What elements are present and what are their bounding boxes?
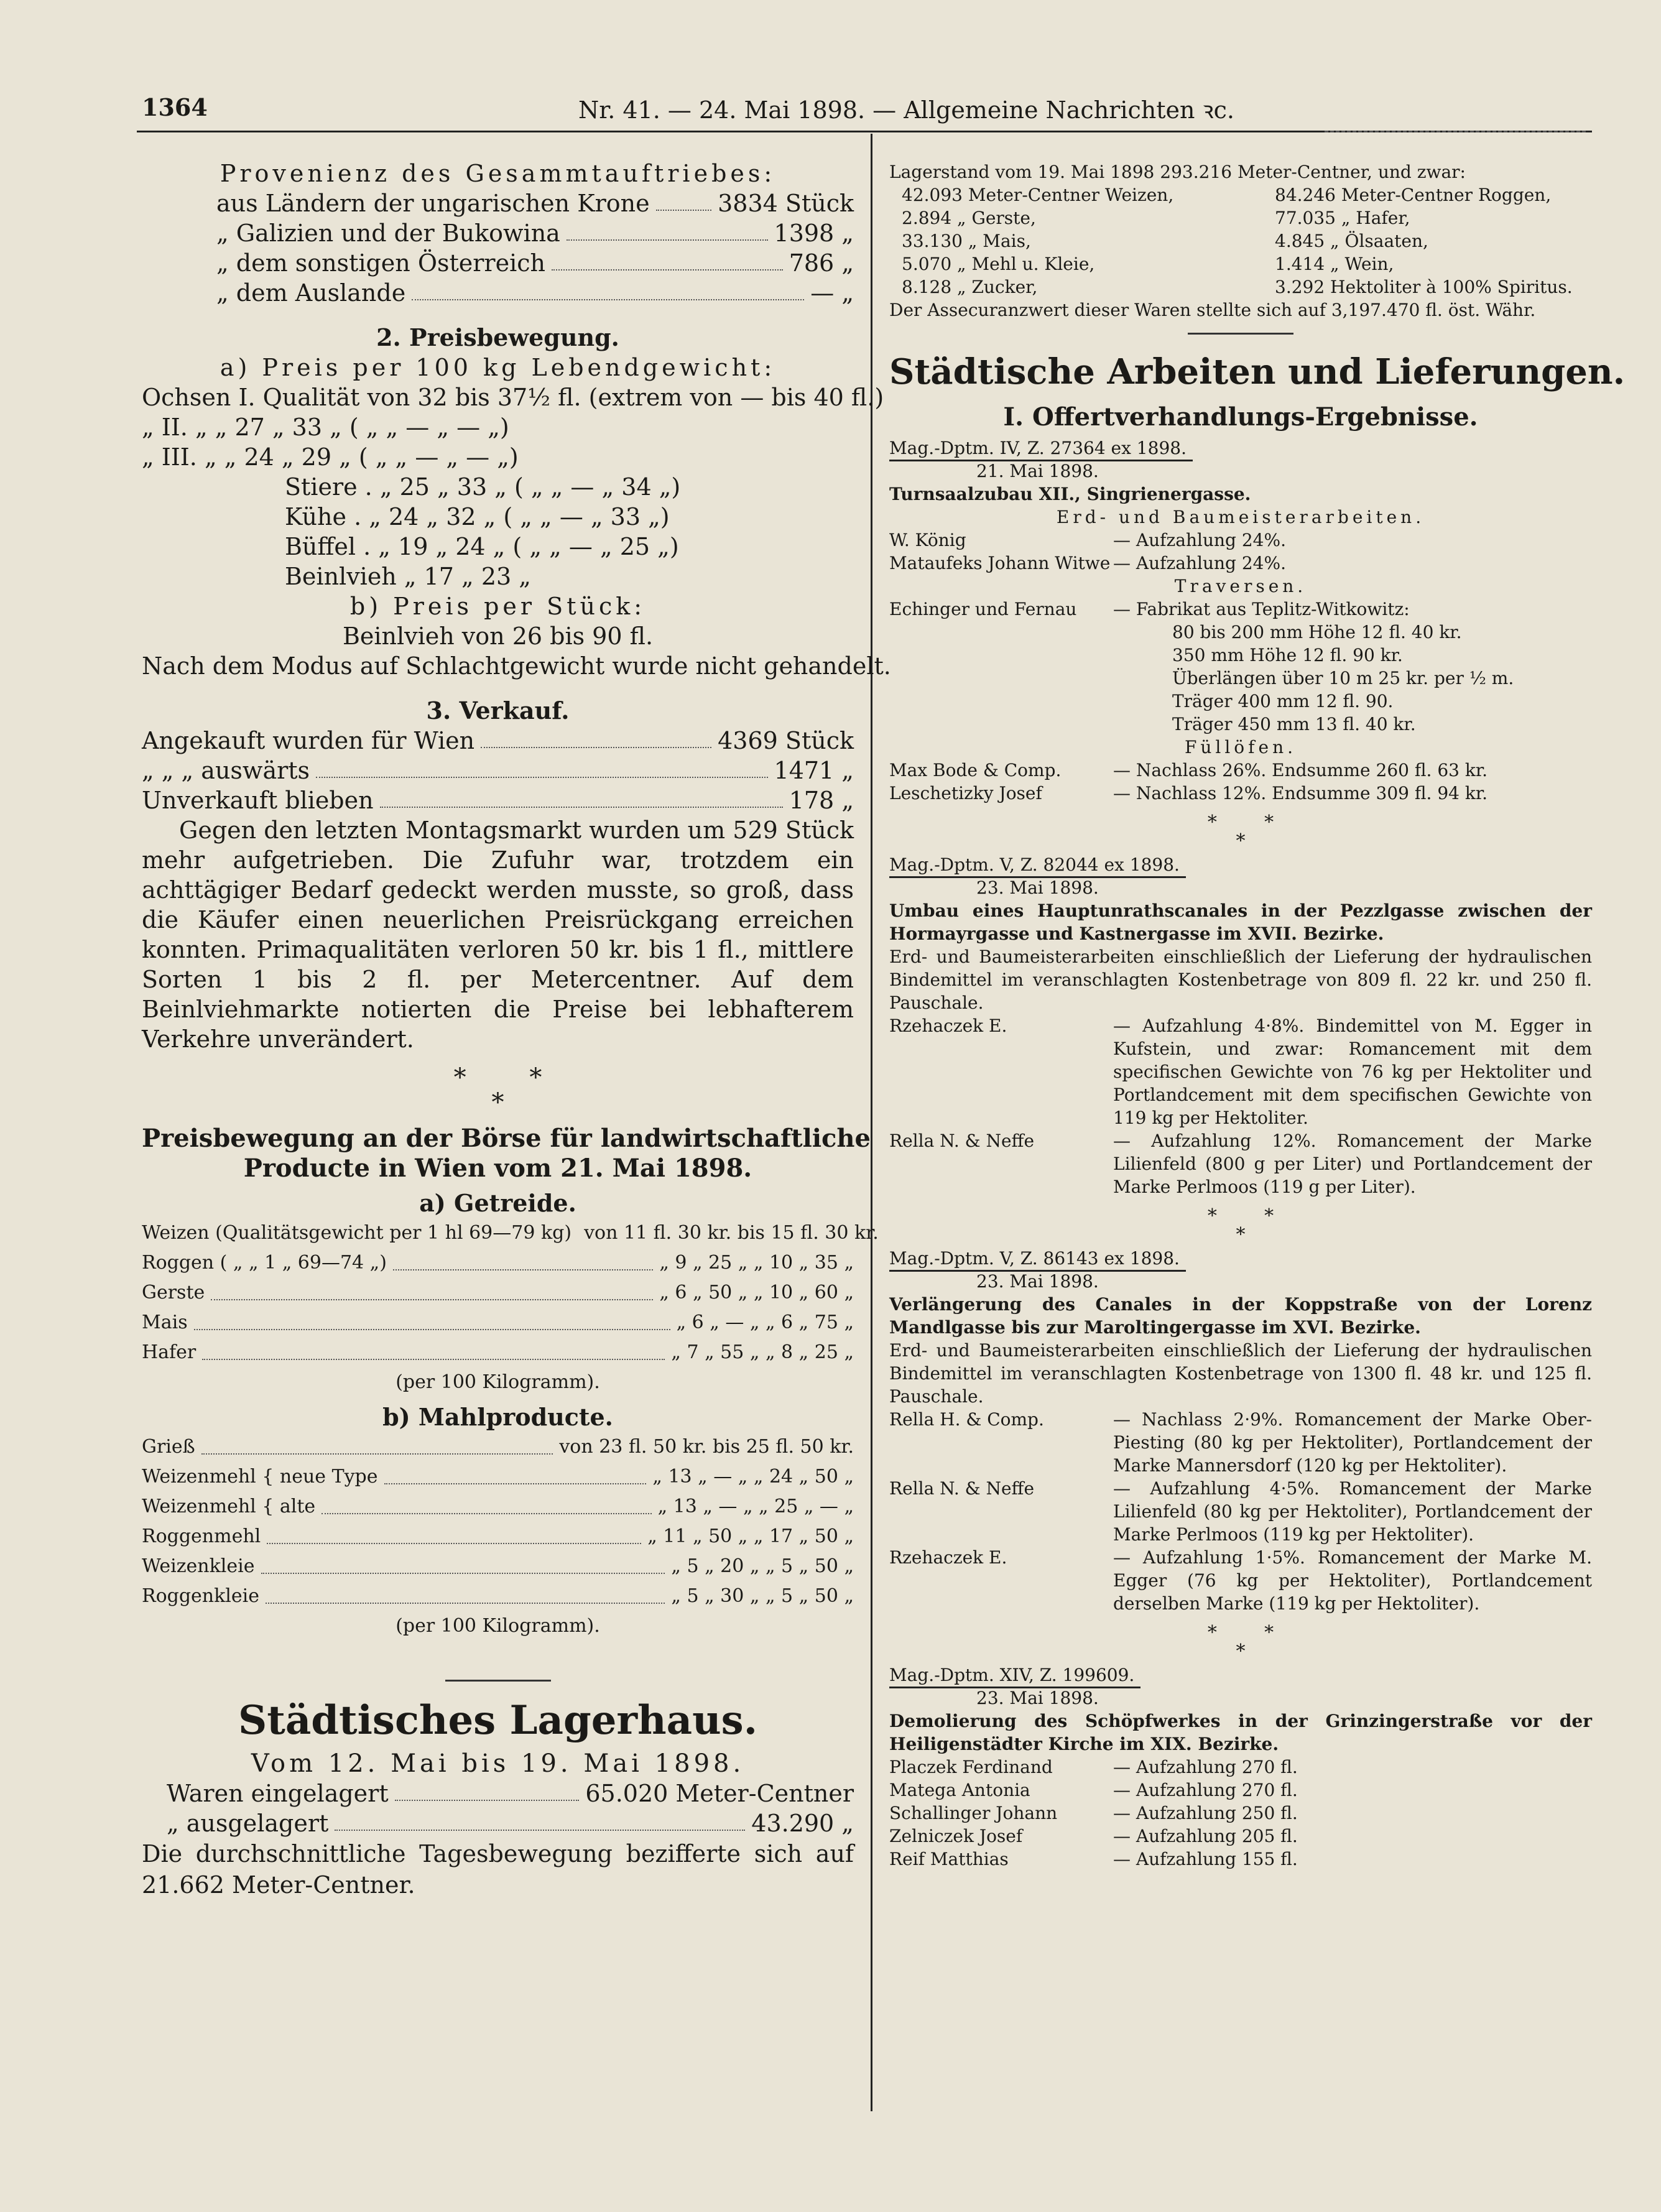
getreide-row-values: „ 7 „ 55 „ „ 8 „ 25 „ bbox=[671, 1341, 854, 1363]
reference-line bbox=[889, 853, 1592, 876]
mahl-row-leader bbox=[267, 1522, 641, 1544]
lager-period: Vom 12. Mai bis 19. Mai 1898. bbox=[251, 1749, 745, 1778]
bidder-name: W. König bbox=[889, 530, 966, 550]
lager-list bbox=[142, 1779, 854, 1838]
bidder-terms: — Aufzahlung 1·5%. Romancement der Marke M. Egger (76 kg per Hektoliter), Portlandcement derselben Marke (119 kg per Hektoliter). bbox=[1113, 1547, 1592, 1614]
lagerstand-table bbox=[889, 183, 1592, 298]
verkauf-row bbox=[142, 756, 854, 785]
mahl-table bbox=[142, 1432, 854, 1611]
column-divider bbox=[871, 134, 872, 2111]
subsection-heading: Traversen. bbox=[1174, 576, 1307, 596]
bidder-row bbox=[889, 1802, 1592, 1825]
provenienz-row-leader bbox=[567, 218, 768, 241]
lagerstand-left: 8.128 „ Zucker, bbox=[902, 277, 1038, 297]
bidder-row bbox=[889, 1546, 1592, 1615]
lagerstand-row bbox=[889, 206, 1592, 229]
getreide-row-values: „ 6 „ — „ „ 6 „ 75 „ bbox=[676, 1312, 854, 1333]
mahl-row-name: Roggenmehl bbox=[142, 1525, 261, 1547]
provenienz-list bbox=[142, 188, 854, 308]
boerse-title-1: Preisbewegung an der Börse für landwirtschaftliche bbox=[142, 1124, 871, 1153]
mahl-row-name: Weizenmehl { neue Type bbox=[142, 1466, 378, 1488]
detail-line: 350 mm Höhe 12 fl. 90 kr. bbox=[1172, 645, 1403, 665]
provenienz-row bbox=[142, 248, 854, 278]
verkauf-row-value: 1471 „ bbox=[774, 757, 854, 784]
verkauf-row-value: 178 „ bbox=[789, 787, 854, 814]
section-asterisks: * * * bbox=[1207, 812, 1274, 852]
arbeiten-title: Städtische Arbeiten und Lieferungen. bbox=[889, 351, 1626, 392]
offert-title: I. Offertverhandlungs-Ergebnisse. bbox=[1003, 402, 1478, 432]
provenienz-row-label: „ dem Auslande bbox=[216, 279, 406, 307]
mahl-row-leader bbox=[384, 1462, 647, 1484]
section-asterisks: * * * bbox=[1207, 1622, 1274, 1662]
mahl-row-values: von 23 fl. 50 kr. bis 25 fl. 50 kr. bbox=[559, 1436, 854, 1458]
lagerstand-right: 3.292 Hektoliter à 100% Spiritus. bbox=[1275, 277, 1573, 297]
verkauf-row-leader bbox=[481, 726, 711, 748]
getreide-row-name: Gerste bbox=[142, 1282, 205, 1303]
verkauf-row-label: Unverkauft blieben bbox=[142, 787, 374, 814]
bidder-name: Matega Antonia bbox=[889, 1780, 1030, 1800]
bidder-name: Max Bode & Comp. bbox=[889, 760, 1062, 780]
mahl-note: (per 100 Kilogramm). bbox=[396, 1615, 600, 1637]
mahl-row bbox=[142, 1492, 854, 1522]
right-column bbox=[889, 160, 1626, 1871]
provenienz-row-value: 3834 Stück bbox=[718, 190, 854, 217]
verkauf-text: Gegen den letzten Montagsmarkt wurden um 529 Stück mehr aufgetrieben. Die Zufuhr war, trotzdem ein achttägiger Bedarf gedeckt werden musste, so groß, dass die Käufer einen neuerlichen Preisrückgang erreichen konnten. Primaqualitäten verloren 50 kr. bis 1 fl., mittlere Sorten 1 bis 2 fl. per Metercentner. Auf dem Beinlviehmarkte notierten die Preise bei lebhafterem Verkehre unverändert. bbox=[142, 817, 854, 1053]
mahl-row-values: „ 5 „ 30 „ „ 5 „ 50 „ bbox=[671, 1585, 854, 1607]
bidder-row bbox=[889, 782, 1592, 805]
preis-row: Büffel . „ 19 „ 24 „ ( „ „ — „ 25 „) bbox=[285, 533, 679, 560]
bidder-name: Rzehaczek E. bbox=[889, 1016, 1007, 1036]
page-number: 1364 bbox=[142, 93, 208, 121]
preis-row: Kühe . „ 24 „ 32 „ ( „ „ — „ 33 „) bbox=[285, 503, 670, 530]
reference-number: Mag.-Dptm. V, Z. 82044 ex 1898. bbox=[889, 853, 1186, 878]
preis-row: Ochsen I. Qualität von 32 bis 37½ fl. (extrem von — bis 40 fl.) bbox=[142, 384, 884, 411]
subject-heading: Verlängerung des Canales in der Koppstraße von der Lorenz Mandlgasse bis zur Maroltingergasse im XVI. Bezirke. bbox=[889, 1294, 1592, 1338]
bidder-terms: — Aufzahlung 24%. bbox=[1113, 553, 1286, 573]
preis-row: „ II. „ „ 27 „ 33 „ ( „ „ — „ — „) bbox=[142, 414, 509, 441]
mahl-row-values: „ 11 „ 50 „ „ 17 „ 50 „ bbox=[647, 1525, 854, 1547]
lager-row-label: Waren eingelagert bbox=[167, 1780, 389, 1807]
bidder-row bbox=[889, 759, 1592, 782]
mahl-row-name: Weizenmehl { alte bbox=[142, 1496, 316, 1517]
mahl-row-leader bbox=[266, 1581, 665, 1604]
bidder-terms: — Aufzahlung 270 fl. bbox=[1113, 1757, 1298, 1777]
provenienz-title: Provenienz des Gesammtauftriebes: bbox=[220, 160, 776, 187]
reference-number: Mag.-Dptm. IV, Z. 27364 ex 1898. bbox=[889, 437, 1193, 461]
bidder-terms: — Aufzahlung 250 fl. bbox=[1113, 1803, 1298, 1823]
offert-blocks bbox=[889, 437, 1592, 1871]
reference-line bbox=[889, 1247, 1592, 1270]
provenienz-row-value: — „ bbox=[810, 279, 854, 307]
reference-number: Mag.-Dptm. V, Z. 86143 ex 1898. bbox=[889, 1247, 1186, 1272]
lagerstand-right: 77.035 „ Hafer, bbox=[1275, 208, 1410, 228]
lagerstand-row bbox=[889, 229, 1592, 252]
reference-date: 23. Mai 1898. bbox=[976, 1271, 1099, 1292]
lagerstand-left: 5.070 „ Mehl u. Kleie, bbox=[902, 254, 1095, 274]
provenienz-row-label: „ Galizien und der Bukowina bbox=[216, 220, 560, 247]
detail-line: 80 bis 200 mm Höhe 12 fl. 40 kr. bbox=[1172, 622, 1462, 642]
reference-date: 21. Mai 1898. bbox=[976, 461, 1099, 481]
bidder-terms: — Nachlass 12%. Endsumme 309 fl. 94 kr. bbox=[1113, 783, 1488, 803]
bidder-terms: — Nachlass 2·9%. Romancement der Marke Ober-Piesting (80 kg per Hektoliter), Portlandcement der Marke Mannersdorf (120 kg per Hektoliter). bbox=[1113, 1409, 1592, 1476]
getreide-row-leader bbox=[202, 1338, 665, 1360]
bidder-row bbox=[889, 1825, 1592, 1848]
bidder-name: Reif Matthias bbox=[889, 1849, 1009, 1869]
preis-b-heading: b) Preis per Stück: bbox=[349, 593, 646, 620]
provenienz-row bbox=[142, 188, 854, 218]
getreide-row bbox=[142, 1308, 854, 1338]
subject-heading: Umbau eines Hauptunrathscanales in der Pezzlgasse zwischen der Hormayrgasse und Kastnergasse im XVII. Bezirke. bbox=[889, 900, 1592, 944]
bidder-terms: — Aufzahlung 12%. Romancement der Marke Lilienfeld (800 g per Liter) und Portlandcement der Marke Perlmoos (119 g per Liter). bbox=[1113, 1131, 1592, 1197]
getreide-row bbox=[142, 1248, 854, 1278]
lagerstand-left: 2.894 „ Gerste, bbox=[902, 208, 1036, 228]
header-dash-rule bbox=[1325, 131, 1586, 132]
page-header bbox=[0, 87, 1661, 124]
provenienz-row-label: „ dem sonstigen Österreich bbox=[216, 249, 545, 277]
left-column bbox=[142, 159, 891, 1900]
bidder-name: Mataufeks Johann Witwe bbox=[889, 553, 1111, 573]
lager-row bbox=[142, 1779, 854, 1808]
preis-a-heading: a) Preis per 100 kg Lebendgewicht: bbox=[220, 354, 776, 381]
getreide-row-values: von 11 fl. 30 kr. bis 15 fl. 30 kr. bbox=[584, 1222, 879, 1244]
mahl-row-leader bbox=[201, 1432, 553, 1455]
bidder-row bbox=[889, 1756, 1592, 1779]
provenienz-row-leader bbox=[552, 248, 783, 271]
lagerstand-row bbox=[889, 183, 1592, 206]
provenienz-row-leader bbox=[656, 188, 712, 211]
mahl-row bbox=[142, 1462, 854, 1492]
lagerstand-left: 33.130 „ Mais, bbox=[902, 231, 1031, 251]
verkauf-list bbox=[142, 726, 854, 815]
boerse-title-2: Producte in Wien vom 21. Mai 1898. bbox=[243, 1154, 752, 1183]
bidder-row bbox=[889, 552, 1592, 575]
verkauf-row bbox=[142, 726, 854, 756]
mahl-title: b) Mahlproducte. bbox=[382, 1403, 613, 1431]
divider bbox=[1188, 333, 1293, 335]
bidder-row bbox=[889, 1408, 1592, 1477]
detail-line: Überlängen über 10 m 25 kr. per ½ m. bbox=[1172, 668, 1514, 688]
bidder-row bbox=[889, 1477, 1592, 1546]
getreide-row-leader bbox=[211, 1278, 653, 1300]
lagerstand-row bbox=[889, 275, 1592, 298]
mahl-row bbox=[142, 1522, 854, 1552]
preis-row: Stiere . „ 25 „ 33 „ ( „ „ — „ 34 „) bbox=[285, 473, 681, 501]
getreide-row bbox=[142, 1338, 854, 1367]
bidder-terms: — Aufzahlung 155 fl. bbox=[1113, 1849, 1298, 1869]
verkauf-row-label: Angekauft wurden für Wien bbox=[142, 727, 475, 754]
bidder-terms: — Aufzahlung 24%. bbox=[1113, 530, 1286, 550]
bidder-name: Placzek Ferdinand bbox=[889, 1757, 1053, 1777]
preis-rows bbox=[142, 382, 884, 591]
getreide-note: (per 100 Kilogramm). bbox=[396, 1371, 600, 1393]
verkauf-row-value: 4369 Stück bbox=[718, 727, 854, 754]
detail-line: Träger 450 mm 13 fl. 40 kr. bbox=[1172, 714, 1416, 734]
provenienz-row bbox=[142, 278, 854, 308]
lager-row-leader bbox=[395, 1779, 580, 1801]
bidder-terms: — Aufzahlung 4·8%. Bindemittel von M. Egger in Kufstein, und zwar: Romancement mit dem specifischen Gewichte von 76 kg per Hektoliter und Portlandcement mit dem specifischen Gewichte von 119 kg per Hektoliter. bbox=[1113, 1016, 1592, 1128]
lager-row-leader bbox=[335, 1808, 745, 1831]
lagerstand-end: Der Assecuranzwert dieser Waren stellte sich auf 3,197.470 fl. öst. Währ. bbox=[889, 300, 1536, 320]
bidder-name: Schallinger Johann bbox=[889, 1803, 1058, 1823]
bidder-name: Rzehaczek E. bbox=[889, 1547, 1007, 1568]
getreide-row-leader bbox=[194, 1308, 670, 1330]
reference-date: 23. Mai 1898. bbox=[976, 1688, 1099, 1708]
lager-row bbox=[142, 1808, 854, 1838]
bidder-name: Echinger und Fernau bbox=[889, 599, 1077, 619]
getreide-title: a) Getreide. bbox=[419, 1189, 576, 1217]
bidder-terms: — Aufzahlung 270 fl. bbox=[1113, 1780, 1298, 1800]
lagerhaus-title: Städtisches Lagerhaus. bbox=[238, 1697, 757, 1744]
mahl-row-values: „ 13 „ — „ „ 24 „ 50 „ bbox=[652, 1466, 854, 1488]
bidder-name: Rella H. & Comp. bbox=[889, 1409, 1044, 1430]
mahl-row-leader bbox=[261, 1552, 665, 1574]
mahl-row-name: Grieß bbox=[142, 1436, 195, 1458]
mahl-row-values: „ 5 „ 20 „ „ 5 „ 50 „ bbox=[671, 1555, 854, 1577]
reference-date: 23. Mai 1898. bbox=[976, 877, 1099, 898]
bidder-terms: — Aufzahlung 4·5%. Romancement der Marke Lilienfeld (80 kg per Hektoliter), Portlandcement der Marke Perlmoos (119 kg per Hektoliter). bbox=[1113, 1478, 1592, 1545]
getreide-row-name: Mais bbox=[142, 1312, 188, 1333]
running-title: Nr. 41. — 24. Mai 1898. — Allgemeine Nachrichten ꝛc. bbox=[578, 96, 1234, 124]
bidder-row bbox=[889, 1014, 1592, 1129]
bidder-row bbox=[889, 1129, 1592, 1198]
mahl-row-leader bbox=[322, 1492, 651, 1514]
provenienz-row-leader bbox=[412, 278, 804, 300]
preis-row: Beinlvieh „ 17 „ 23 „ bbox=[285, 563, 531, 590]
preis-row: „ III. „ „ 24 „ 29 „ ( „ „ — „ — „) bbox=[142, 443, 519, 471]
getreide-row-values: „ 9 „ 25 „ „ 10 „ 35 „ bbox=[659, 1252, 854, 1274]
getreide-row-values: „ 6 „ 50 „ „ 10 „ 60 „ bbox=[659, 1282, 854, 1303]
verkauf-row-leader bbox=[380, 785, 783, 808]
mahl-row bbox=[142, 1552, 854, 1581]
bidder-terms: — Nachlass 26%. Endsumme 260 fl. 63 kr. bbox=[1113, 760, 1488, 780]
mahl-row bbox=[142, 1432, 854, 1462]
getreide-row-name: Weizen (Qualitätsgewicht per 1 hl 69—79 kg) bbox=[142, 1222, 572, 1244]
mahl-row bbox=[142, 1581, 854, 1611]
getreide-row-name: Roggen ( „ „ 1 „ 69—74 „) bbox=[142, 1252, 387, 1274]
subject-heading: Turnsaalzubau XII., Singrienergasse. bbox=[889, 484, 1251, 504]
bidder-name: Rella N. & Neffe bbox=[889, 1131, 1035, 1151]
provenienz-row-label: aus Ländern der ungarischen Krone bbox=[216, 190, 650, 217]
lagerstand-row bbox=[889, 252, 1592, 275]
section-asterisks: * * * bbox=[1207, 1205, 1274, 1246]
bidder-name: Zelniczek Josef bbox=[889, 1826, 1023, 1846]
verkauf-row-leader bbox=[316, 756, 767, 778]
bidder-terms: — Fabrikat aus Teplitz-Witkowitz: bbox=[1113, 599, 1410, 619]
mahl-row-name: Weizenkleie bbox=[142, 1555, 255, 1577]
getreide-row-name: Hafer bbox=[142, 1341, 197, 1363]
subject-intro: Erd- und Baumeisterarbeiten einschließlich der Lieferung der hydraulischen Bindemittel im veranschlagten Kostenbetrage von 809 fl. 22 kr. und 250 fl. Pauschale. bbox=[889, 946, 1592, 1013]
bidder-name: Rella N. & Neffe bbox=[889, 1478, 1035, 1499]
lager-text: Die durchschnittliche Tagesbewegung bezifferte sich auf 21.662 Meter-Centner. bbox=[142, 1840, 854, 1899]
provenienz-row-value: 1398 „ bbox=[774, 220, 854, 247]
provenienz-row-value: 786 „ bbox=[789, 249, 854, 277]
lagerstand-right: 84.246 Meter-Centner Roggen, bbox=[1275, 185, 1552, 205]
bidder-row bbox=[889, 1848, 1592, 1871]
detail-line: Träger 400 mm 12 fl. 90. bbox=[1172, 691, 1394, 711]
bidder-row bbox=[889, 598, 1592, 621]
bidder-name: Leschetizky Josef bbox=[889, 783, 1042, 803]
preis-b-row: Beinlvieh von 26 bis 90 fl. bbox=[342, 622, 654, 650]
getreide-row-leader bbox=[393, 1248, 653, 1270]
reference-number: Mag.-Dptm. XIV, Z. 199609. bbox=[889, 1664, 1140, 1688]
verkauf-row bbox=[142, 785, 854, 815]
preis-title: 2. Preisbewegung. bbox=[376, 323, 619, 351]
section-asterisks: * * * bbox=[453, 1063, 542, 1117]
verkauf-title: 3. Verkauf. bbox=[426, 696, 570, 724]
getreide-table bbox=[142, 1218, 879, 1367]
reference-line bbox=[889, 437, 1592, 460]
subject-intro: Erd- und Baumeisterarbeiten einschließlich der Lieferung der hydraulischen Bindemittel im veranschlagten Kostenbetrage von 1300 fl. 48 kr. und 125 fl. Pauschale. bbox=[889, 1340, 1592, 1407]
getreide-row bbox=[142, 1218, 879, 1248]
lagerstand-right: 4.845 „ Ölsaaten, bbox=[1275, 231, 1428, 251]
bidder-terms: — Aufzahlung 205 fl. bbox=[1113, 1826, 1298, 1846]
bidder-row bbox=[889, 529, 1592, 552]
verkauf-row-label: „ „ „ auswärts bbox=[142, 757, 310, 784]
lagerstand-intro: Lagerstand vom 19. Mai 1898 293.216 Meter-Centner, und zwar: bbox=[889, 162, 1466, 182]
getreide-row bbox=[142, 1278, 854, 1308]
subsection-heading: Füllöfen. bbox=[1184, 737, 1297, 757]
subject-heading: Demolierung des Schöpfwerkes in der Grinzingerstraße vor der Heiligenstädter Kirche im XIX. Bezirke. bbox=[889, 1711, 1592, 1754]
subsection-heading: Erd- und Baumeisterarbeiten. bbox=[1056, 507, 1425, 527]
lagerstand-left: 42.093 Meter-Centner Weizen, bbox=[902, 185, 1174, 205]
reference-line bbox=[889, 1664, 1592, 1687]
divider bbox=[445, 1680, 551, 1682]
provenienz-row bbox=[142, 218, 854, 248]
lagerstand-right: 1.414 „ Wein, bbox=[1275, 254, 1394, 274]
bidder-row bbox=[889, 1779, 1592, 1802]
lager-row-value: 43.290 „ bbox=[751, 1810, 854, 1837]
modus-note: Nach dem Modus auf Schlachtgewicht wurde nicht gehandelt. bbox=[142, 652, 891, 680]
lager-row-value: 65.020 Meter-Centner bbox=[585, 1780, 854, 1807]
mahl-row-name: Roggenkleie bbox=[142, 1585, 260, 1607]
lager-row-label: „ ausgelagert bbox=[167, 1810, 329, 1837]
mahl-row-values: „ 13 „ — „ „ 25 „ — „ bbox=[657, 1496, 854, 1517]
